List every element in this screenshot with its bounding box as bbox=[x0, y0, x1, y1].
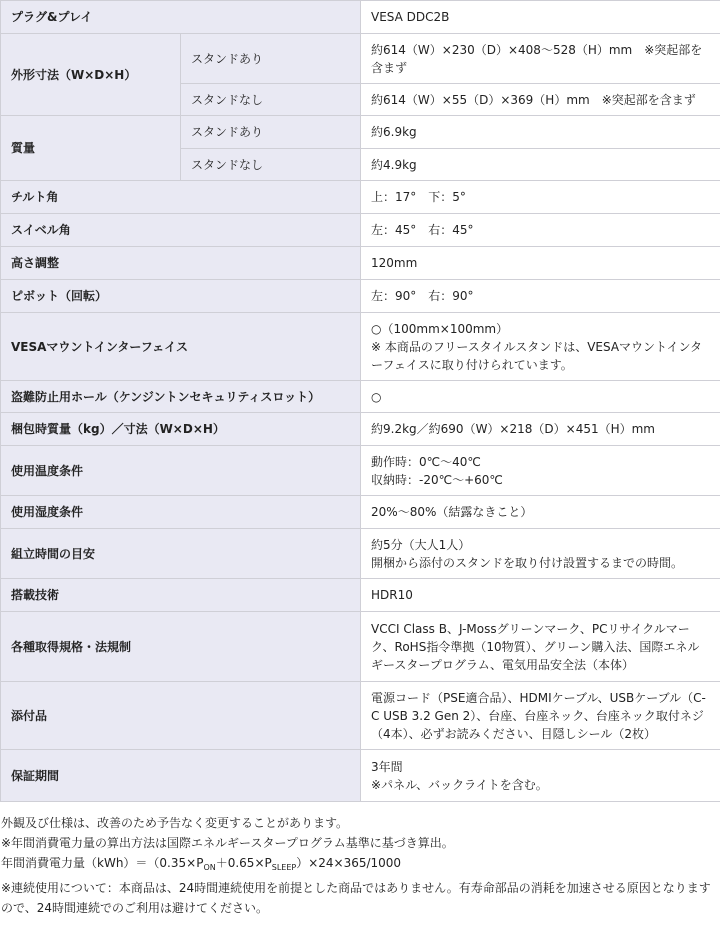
row-value bbox=[361, 750, 720, 802]
sub-label: スタンドあり bbox=[181, 116, 361, 149]
table-row bbox=[1, 446, 720, 496]
row-label: 保証期間 bbox=[1, 750, 361, 802]
footnote: ※年間消費電力量の算出方法は国際エネルギースタープログラム基準に基づき算出。 bbox=[1, 836, 454, 850]
value-line: 収納時：-20℃～+60℃ bbox=[371, 472, 503, 487]
row-label: 梱包時質量（kg）／寸法（W×D×H） bbox=[1, 413, 361, 446]
sub-label: スタンドあり bbox=[181, 34, 361, 84]
row-label: 各種取得規格・法規制 bbox=[1, 612, 361, 682]
table-row bbox=[1, 579, 720, 612]
row-value: 20%～80%（結露なきこと） bbox=[361, 496, 720, 529]
row-label: スイベル角 bbox=[1, 214, 361, 247]
row-label: 組立時間の目安 bbox=[1, 529, 361, 579]
row-value bbox=[361, 529, 720, 579]
value-line: 開梱から添付のスタンドを取り付け設置するまでの時間。 bbox=[371, 555, 684, 570]
row-value: HDR10 bbox=[361, 579, 720, 612]
sub-label: スタンドなし bbox=[181, 84, 361, 116]
table-row bbox=[1, 750, 720, 802]
table-row bbox=[1, 181, 720, 214]
row-label: 外形寸法（W×D×H） bbox=[1, 34, 181, 116]
row-label: 添付品 bbox=[1, 682, 361, 750]
formula-part: 年間消費電力量（kWh）＝（0.35×P bbox=[1, 856, 204, 870]
row-value: VCCI Class B、J-Mossグリーンマーク、PCリサイクルマーク、RoHS指令準拠（10物質）、グリーン購入法、国際エネルギースタープログラム、電気用品安全法（本体） bbox=[361, 612, 720, 682]
row-value: 約614（W）×55（D）×369（H）mm ※突起部を含まず bbox=[361, 84, 720, 116]
table-row bbox=[1, 529, 720, 579]
row-value: 120mm bbox=[361, 247, 720, 280]
row-value: 約6.9kg bbox=[361, 116, 720, 149]
table-row bbox=[1, 280, 720, 313]
formula-part: ＋0.65×P bbox=[215, 856, 272, 870]
formula-part: ）×24×365/1000 bbox=[296, 856, 402, 870]
table-row bbox=[1, 496, 720, 529]
formula-subscript: SLEEP bbox=[271, 863, 297, 872]
row-label: 質量 bbox=[1, 116, 181, 181]
row-label: ピボット（回転） bbox=[1, 280, 361, 313]
row-label: VESAマウントインターフェイス bbox=[1, 313, 361, 381]
row-label: 高さ調整 bbox=[1, 247, 361, 280]
value-line: ※パネル、バックライトを含む。 bbox=[371, 777, 548, 792]
table-row bbox=[1, 34, 720, 84]
row-value: 上：17° 下：5° bbox=[361, 181, 720, 214]
power-formula bbox=[1, 853, 719, 878]
table-row bbox=[1, 1, 720, 34]
row-value: 約614（W）×230（D）×408～528（H）mm ※突起部を含まず bbox=[361, 34, 720, 84]
table-row bbox=[1, 413, 720, 446]
row-label: 盗難防止用ホール（ケンジントンセキュリティスロット） bbox=[1, 381, 361, 413]
value-line: ○（100mm×100mm） bbox=[371, 321, 509, 336]
row-value: 約9.2kg／約690（W）×218（D）×451（H）mm bbox=[361, 413, 720, 446]
row-label: 使用湿度条件 bbox=[1, 496, 361, 529]
row-value bbox=[361, 313, 720, 381]
sub-label: スタンドなし bbox=[181, 149, 361, 181]
table-row bbox=[1, 612, 720, 682]
footnote: 外観及び仕様は、改善のため予告なく変更することがあります。 bbox=[1, 816, 349, 830]
row-value bbox=[361, 446, 720, 496]
row-label: 使用温度条件 bbox=[1, 446, 361, 496]
table-row bbox=[1, 381, 720, 413]
value-line: ※ 本商品のフリースタイルスタンドは、VESAマウントインターフェイスに取り付けられています。 bbox=[371, 339, 702, 372]
value-line: 3年間 bbox=[371, 759, 403, 774]
table-row bbox=[1, 682, 720, 750]
table-row bbox=[1, 247, 720, 280]
row-value: 電源コード（PSE適合品）、HDMIケーブル、USBケーブル（C-C USB 3.2 Gen 2）、台座、台座ネック、台座ネック取付ネジ（4本）、必ずお読みください、目隠しシール（2枚） bbox=[361, 682, 720, 750]
table-row bbox=[1, 313, 720, 381]
row-value: 約4.9kg bbox=[361, 149, 720, 181]
row-value: VESA DDC2B bbox=[361, 1, 720, 34]
table-row bbox=[1, 116, 720, 149]
footnotes bbox=[0, 813, 720, 918]
row-label: チルト角 bbox=[1, 181, 361, 214]
value-line: 動作時：0℃～40℃ bbox=[371, 454, 481, 469]
row-value: 左：90° 右：90° bbox=[361, 280, 720, 313]
value-line: 約5分（大人1人） bbox=[371, 537, 471, 552]
row-label: プラグ&プレイ bbox=[1, 1, 361, 34]
row-value: ○ bbox=[361, 381, 720, 413]
row-label: 搭載技術 bbox=[1, 579, 361, 612]
formula-subscript: ON bbox=[203, 863, 216, 872]
table-row bbox=[1, 214, 720, 247]
row-value: 左：45° 右：45° bbox=[361, 214, 720, 247]
footnote: ※連続使用について：本商品は、24時間連続使用を前提とした商品ではありません。有寿命部品の消耗を加速させる原因となりますので、24時間連続でのご利用は避けてください。 bbox=[1, 881, 711, 915]
